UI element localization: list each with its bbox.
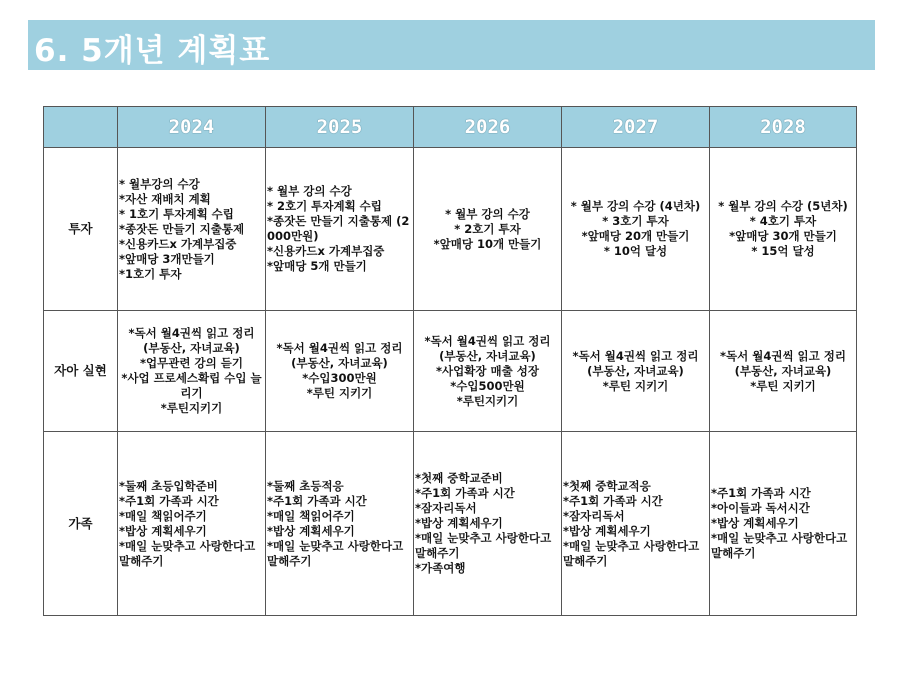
plan-cell-line: *자산 재배치 계획 — [119, 191, 211, 206]
plan-cell-line: *첫째 중학교준비 — [415, 471, 503, 485]
plan-cell-line: *매일 눈맞추고 사랑한다고 말해주기 — [267, 538, 404, 568]
plan-cell-line: *수입500만원 — [450, 378, 525, 393]
plan-cell-line: *사업확장 매출 성장 — [436, 363, 539, 378]
plan-cell-line: *매일 눈맞추고 사랑한다고 말해주기 — [563, 538, 700, 568]
plan-cell-line: *신용카드x 가계부집중 — [267, 244, 385, 258]
plan-cell-line: *둘째 초등적응 — [267, 478, 344, 493]
plan-cell-line: * 10억 달성 — [603, 244, 668, 258]
plan-cell-line: *가족여행 — [415, 561, 466, 575]
plan-cell-line: *독서 월4권씩 읽고 정리 (부동산, 자녀교육) — [424, 333, 551, 363]
plan-cell-line: * 월부 강의 수강 (4년차) — [570, 199, 701, 213]
plan-cell-line: *매일 책읽어주기 — [119, 508, 207, 523]
plan-cell-line: * 4호기 투자 — [749, 214, 817, 228]
plan-cell-line: *앞매당 30개 만들기 — [729, 229, 837, 243]
row-label: 가족 — [44, 432, 118, 616]
year-header-row — [44, 107, 857, 148]
plan-cell-line: *종잣돈 만들기 지출통제 — [119, 221, 245, 236]
plan-cell-line: * 15억 달성 — [751, 244, 815, 258]
plan-cell-line: * 월부 강의 수강 — [445, 206, 530, 221]
plan-cell — [562, 311, 710, 432]
plan-cell-line: *독서 월4권씩 읽고 정리 (부동산, 자녀교육) — [276, 341, 403, 370]
plan-cell-line: *밥상 계획세우기 — [415, 516, 503, 530]
plan-cell-line: *루틴지키기 — [456, 393, 519, 408]
plan-cell-line: *독서 월4권씩 읽고 정리 (부동산, 자녀교육) — [719, 348, 846, 378]
plan-row-family — [44, 432, 857, 616]
plan-cell-line: *수입300만원 — [302, 371, 377, 385]
year-header: 2027 — [562, 107, 710, 148]
plan-cell-line: * 월부강의 수강 — [119, 176, 200, 191]
plan-cell-line: *앞매당 10개 만들기 — [433, 236, 542, 251]
plan-cell-line: *주1회 가족과 시간 — [563, 493, 663, 508]
plan-cell-line: *잠자리독서 — [563, 508, 625, 523]
plan-cell-line: *잠자리독서 — [415, 501, 477, 515]
plan-cell — [118, 148, 266, 311]
plan-cell-line: *사업 프로세스확립 수입 늘리기 — [121, 371, 262, 400]
plan-cell-line: *앞매당 20개 만들기 — [581, 229, 690, 243]
plan-cell — [710, 148, 857, 311]
plan-cell — [414, 148, 562, 311]
plan-cell-line: * 월부 강의 수강 (5년차) — [718, 199, 848, 213]
plan-cell-line: * 2호기 투자 — [454, 221, 521, 236]
plan-cell-line: *매일 눈맞추고 사랑한다고 말해주기 — [119, 538, 256, 568]
category-header — [44, 107, 118, 148]
plan-cell-line: *밥상 계획세우기 — [119, 523, 207, 538]
plan-cell — [266, 148, 414, 311]
plan-cell-line: *매일 눈맞추고 사랑한다고 말해주기 — [415, 531, 552, 560]
plan-row-self-realization — [44, 311, 857, 432]
plan-cell-line: * 2호기 투자계획 수립 — [267, 199, 382, 213]
plan-cell-line: *밥상 계획세우기 — [267, 523, 355, 538]
plan-cell — [118, 311, 266, 432]
plan-cell-line: * 월부 강의 수강 — [267, 184, 352, 198]
plan-cell — [266, 432, 414, 616]
plan-cell-line: *루틴지키기 — [160, 401, 223, 415]
year-header: 2025 — [266, 107, 414, 148]
row-label: 자아 실현 — [44, 311, 118, 432]
plan-cell-line: *독서 월4권씩 읽고 정리 (부동산, 자녀교육) — [572, 348, 699, 378]
plan-cell-line: *주1회 가족과 시간 — [415, 486, 515, 500]
plan-cell-line: *앞매당 5개 만들기 — [267, 259, 367, 273]
plan-cell-line: *둘째 초등입학준비 — [119, 478, 218, 493]
plan-cell-line: *1호기 투자 — [119, 266, 182, 281]
plan-cell-line: *주1회 가족과 시간 — [711, 486, 811, 500]
plan-cell — [710, 432, 857, 616]
year-header: 2026 — [414, 107, 562, 148]
row-label: 투자 — [44, 148, 118, 311]
plan-cell — [562, 432, 710, 616]
year-header: 2024 — [118, 107, 266, 148]
plan-cell-line: *루틴 지키기 — [602, 378, 669, 393]
plan-cell — [710, 311, 857, 432]
plan-cell-line: *아이들과 독서시간 — [711, 501, 810, 515]
plan-cell — [414, 311, 562, 432]
plan-cell-line: * 3호기 투자 — [602, 214, 669, 228]
plan-cell-line: *종잣돈 만들기 지출통제 (2000만원) — [267, 214, 410, 243]
plan-cell-line: *매일 책읽어주기 — [267, 508, 355, 523]
plan-cell-line: *주1회 가족과 시간 — [119, 493, 219, 508]
plan-cell-line: *루틴 지키기 — [306, 386, 373, 400]
year-header: 2028 — [710, 107, 857, 148]
plan-cell — [562, 148, 710, 311]
plan-cell-line: *신용카드x 가계부집중 — [119, 236, 237, 251]
plan-cell-line: *첫째 중학교적응 — [563, 478, 651, 493]
page-title: 6. 5개년 계획표 — [34, 33, 271, 69]
plan-cell — [266, 311, 414, 432]
plan-cell-line: *업무관련 강의 듣기 — [140, 356, 243, 370]
plan-cell-line: *밥상 계획세우기 — [563, 523, 651, 538]
title-bar — [28, 20, 875, 70]
plan-row-investment — [44, 148, 857, 311]
plan-cell — [118, 432, 266, 616]
plan-cell-line: *주1회 가족과 시간 — [267, 493, 367, 508]
plan-cell-line: *앞매당 3개만들기 — [119, 251, 215, 266]
plan-cell-line: *밥상 계획세우기 — [711, 516, 799, 530]
plan-cell — [414, 432, 562, 616]
plan-cell-line: *독서 월4권씩 읽고 정리 (부동산, 자녀교육) — [128, 326, 255, 355]
five-year-plan-table — [43, 106, 857, 616]
plan-cell-line: *루틴 지키기 — [750, 378, 816, 393]
plan-cell-line: *매일 눈맞추고 사랑한다고 말해주기 — [711, 531, 848, 560]
plan-cell-line: * 1호기 투자계획 수립 — [119, 206, 234, 221]
